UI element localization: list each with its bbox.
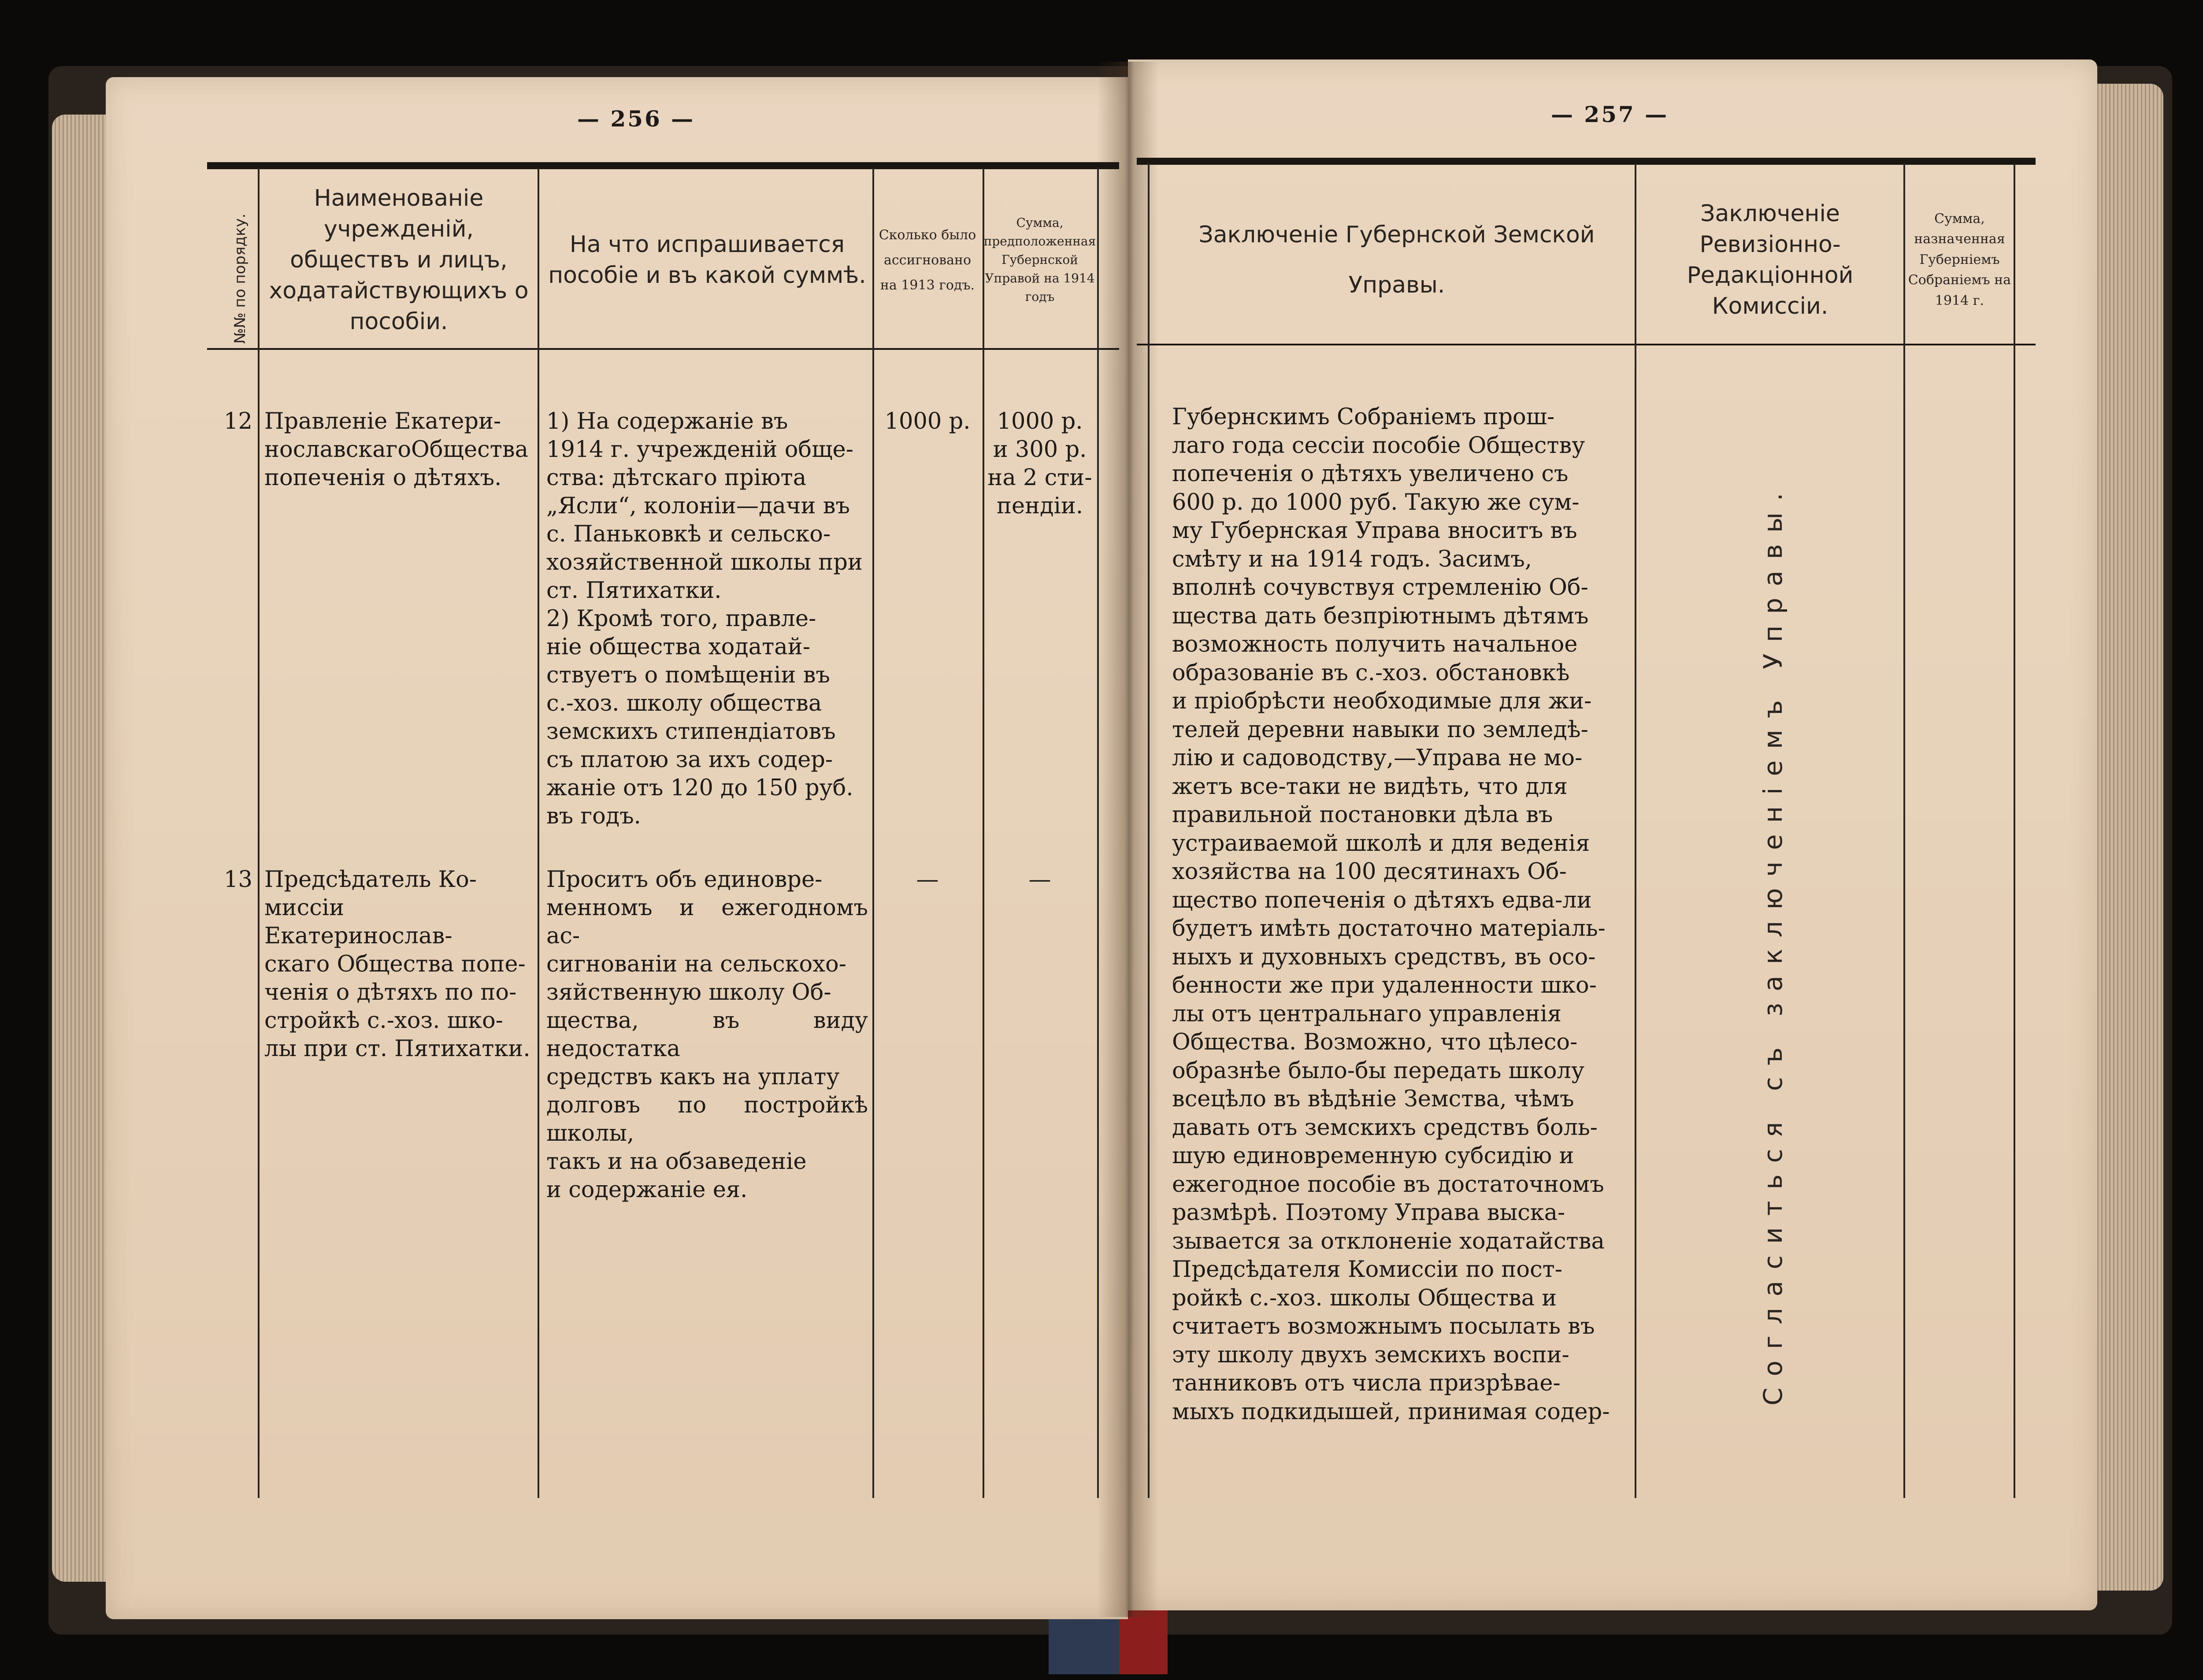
board-conclusion-text: [1172, 403, 1613, 1426]
text-line: Губернскимъ Собраніемъ прош-: [1172, 404, 1555, 430]
text-line: размѣрѣ. Поэтому Управа выска-: [1172, 1200, 1565, 1226]
right-header-bottom-rule: [1137, 344, 2036, 345]
text-line: ства: дѣтскаго пріюта: [546, 465, 807, 491]
text-line: смѣту и на 1914 годъ. Засимъ,: [1172, 546, 1532, 572]
text-line: скаго Общества попе-: [264, 951, 526, 977]
text-line: мыхъ подкидышей, принимая содер-: [1172, 1398, 1610, 1425]
text-line: лію и садоводству,—Управа не мо-: [1172, 745, 1583, 771]
header-assembly-sum: Сумма, назначенная Губерніемъ Собраніемъ на 1914 г.: [1908, 211, 2011, 308]
row-13-purpose: [546, 866, 868, 1204]
text-line: стройкѣ с.-хоз. шко-: [264, 1008, 503, 1034]
text-line: жаніе отъ 120 до 150 руб.: [546, 775, 853, 801]
text-line: бенности же при удаленности шко-: [1172, 972, 1597, 998]
text-line: ченія о дѣтяхъ по по-: [264, 979, 517, 1005]
text-line: считаетъ возможнымъ посылать въ: [1172, 1313, 1595, 1339]
text-line: правильной постановки дѣла въ: [1172, 802, 1553, 828]
text-line: „Ясли“, колоніи—дачи въ: [546, 493, 850, 519]
text-line: 1000 р.: [997, 408, 1083, 434]
row-12-proposed-1914: [985, 408, 1095, 520]
text-line: ройкѣ с.-хоз. школы Общества и: [1172, 1285, 1557, 1311]
text-line: му Губернская Управа вноситъ въ: [1172, 518, 1577, 544]
left-column-divider: [258, 167, 260, 1498]
text-line: менномъ и ежегодномъ ас-: [546, 895, 868, 949]
row-12-purpose: [546, 408, 868, 831]
text-line: долговъ по постройкѣ школы,: [546, 1092, 868, 1146]
text-line: ныхъ и духовныхъ средствъ, въ осо-: [1172, 944, 1596, 970]
left-column-divider: [872, 167, 874, 1498]
text-line: попеченія о дѣтяхъ.: [264, 465, 502, 491]
text-line: давать отъ земскихъ средствъ боль-: [1172, 1114, 1598, 1141]
text-line: щество попеченія о дѣтяхъ едва-ли: [1172, 887, 1592, 913]
text-line: 600 р. до 1000 руб. Такую же сум-: [1172, 489, 1580, 515]
text-line: зяйственную школу Об-: [546, 979, 831, 1005]
text-line: всецѣло въ вѣдѣніе Земства, чѣмъ: [1172, 1086, 1574, 1112]
row-13-number: 13: [224, 867, 252, 893]
left-column-divider: [1097, 167, 1099, 1498]
text-line: хозяйства на 100 десятинахъ Об-: [1172, 859, 1567, 885]
text-line: жетъ все-таки не видѣть, что для: [1172, 773, 1568, 800]
left-page-number: — 256 —: [577, 106, 695, 132]
text-line: и 300 р.: [993, 437, 1087, 463]
text-line: хозяйственной школы при: [546, 549, 863, 575]
text-line: лы отъ центральнаго управленія: [1172, 1001, 1562, 1027]
text-line: образованіе въ с.-хоз. обстановкѣ: [1172, 660, 1570, 686]
text-line: с. Паньковкѣ и сельско-: [546, 521, 831, 547]
text-line: возможность получить начальное: [1172, 631, 1578, 657]
book-gutter: [1097, 62, 1159, 1617]
text-line: сигнованіи на сельскохо-: [546, 951, 846, 977]
text-line: Предсѣдатель Ко-: [264, 867, 477, 893]
header-assigned-1913: Сколько было ассигновано на 1913 годъ.: [879, 227, 976, 293]
text-line: щества дать безпріютнымъ дѣтямъ: [1172, 603, 1589, 629]
row-13-proposed-1914: —: [1028, 867, 1051, 893]
right-column-divider: [2014, 163, 2015, 1498]
text-line: танниковъ отъ числа призрѣвае-: [1172, 1370, 1561, 1396]
text-line: ніе общества ходатай-: [546, 634, 810, 660]
header-purpose: На что испрашивается пособіе и въ какой суммѣ.: [548, 231, 866, 289]
text-line: ст. Пятихатки.: [546, 578, 722, 604]
text-line: такъ и на обзаведеніе: [546, 1149, 807, 1175]
header-commission-conclusion: Заключеніе Ревизіонно-Редакціонной Комиссіи.: [1687, 200, 1854, 320]
text-line: с.-хоз. школу общества: [546, 690, 822, 716]
text-line: эту школу двухъ земскихъ воспи-: [1172, 1342, 1569, 1368]
text-line: ежегодное пособіе въ достаточномъ: [1172, 1171, 1604, 1198]
header-proposed-1914: Сумма, предположенная Губернской Управой на 1914 годъ: [983, 215, 1096, 304]
text-line: земскихъ стипендіатовъ: [546, 719, 836, 745]
text-line: средствъ какъ на уплату: [546, 1064, 840, 1090]
text-line: попеченія о дѣтяхъ увеличено съ: [1172, 461, 1569, 487]
text-line: Предсѣдателя Комиссіи по пост-: [1172, 1257, 1563, 1283]
text-line: и пріобрѣсти необходимые для жи-: [1172, 688, 1592, 714]
text-line: ствуетъ о помѣщеніи въ: [546, 662, 830, 688]
right-column-divider: [1903, 163, 1905, 1498]
text-line: на 2 сти-: [987, 465, 1092, 491]
right-column-divider: [1635, 163, 1636, 1498]
text-line: лаго года сессіи пособіе Обществу: [1172, 432, 1585, 459]
header-applicant-name: Наименованіе учреждeній, обществъ и лицъ, ходатайствующихъ о пособіи.: [269, 185, 529, 335]
right-page-number: — 257 —: [1551, 101, 1669, 127]
header-row-number: №№ по порядку.: [231, 213, 249, 344]
text-line: 1) На содержаніе въ: [546, 408, 788, 434]
text-line: въ годъ.: [546, 803, 641, 829]
text-line: Правленіе Екатери-: [264, 408, 501, 434]
text-line: устраиваемой школѣ и для веденія: [1172, 830, 1590, 857]
left-column-divider: [538, 167, 539, 1498]
text-line: Общества. Возможно, что цѣлесо-: [1172, 1029, 1578, 1055]
header-board-conclusion: Заключеніе Губернской Земской Управы.: [1198, 221, 1595, 298]
right-header-top-rule: [1137, 158, 2036, 165]
text-line: 2) Кромѣ того, правле-: [546, 606, 816, 632]
text-line: миссіи Екатеринослав-: [264, 895, 452, 949]
text-line: съ платою за ихъ содер-: [546, 747, 833, 773]
row-12-number: 12: [224, 408, 252, 434]
text-line: вполнѣ сочувствуя стремленію Об-: [1172, 575, 1588, 601]
row-12-applicant: [264, 408, 533, 492]
text-line: щества, въ виду недостатка: [546, 1008, 868, 1062]
row-12-assigned-1913: 1000 р.: [884, 408, 971, 434]
commission-conclusion-text: Согласиться съ заключеніемъ Управы.: [1758, 481, 1788, 1406]
text-line: Проситъ объ единовре-: [546, 867, 823, 893]
text-line: зывается за отклоненіе ходатайства: [1172, 1228, 1605, 1254]
text-line: будетъ имѣть достаточно матеріаль-: [1172, 916, 1606, 942]
left-column-divider: [983, 167, 984, 1498]
text-line: образнѣе было-бы передать школу: [1172, 1057, 1584, 1084]
row-13-applicant: [264, 866, 533, 1063]
text-line: 1914 г. учрежденій обще-: [546, 437, 853, 463]
row-13-assigned-1913: —: [916, 867, 939, 893]
text-line: лы при ст. Пятихатки.: [264, 1036, 530, 1062]
text-line: и содержаніе ея.: [546, 1177, 748, 1203]
text-line: пендіи.: [996, 493, 1083, 519]
right-column-divider: [1148, 163, 1150, 1498]
text-line: шую единовременную субсидію и: [1172, 1143, 1574, 1169]
text-line: телей деревни навыки по земледѣ-: [1172, 716, 1588, 743]
text-line: нославскагоОбщества: [264, 437, 529, 463]
